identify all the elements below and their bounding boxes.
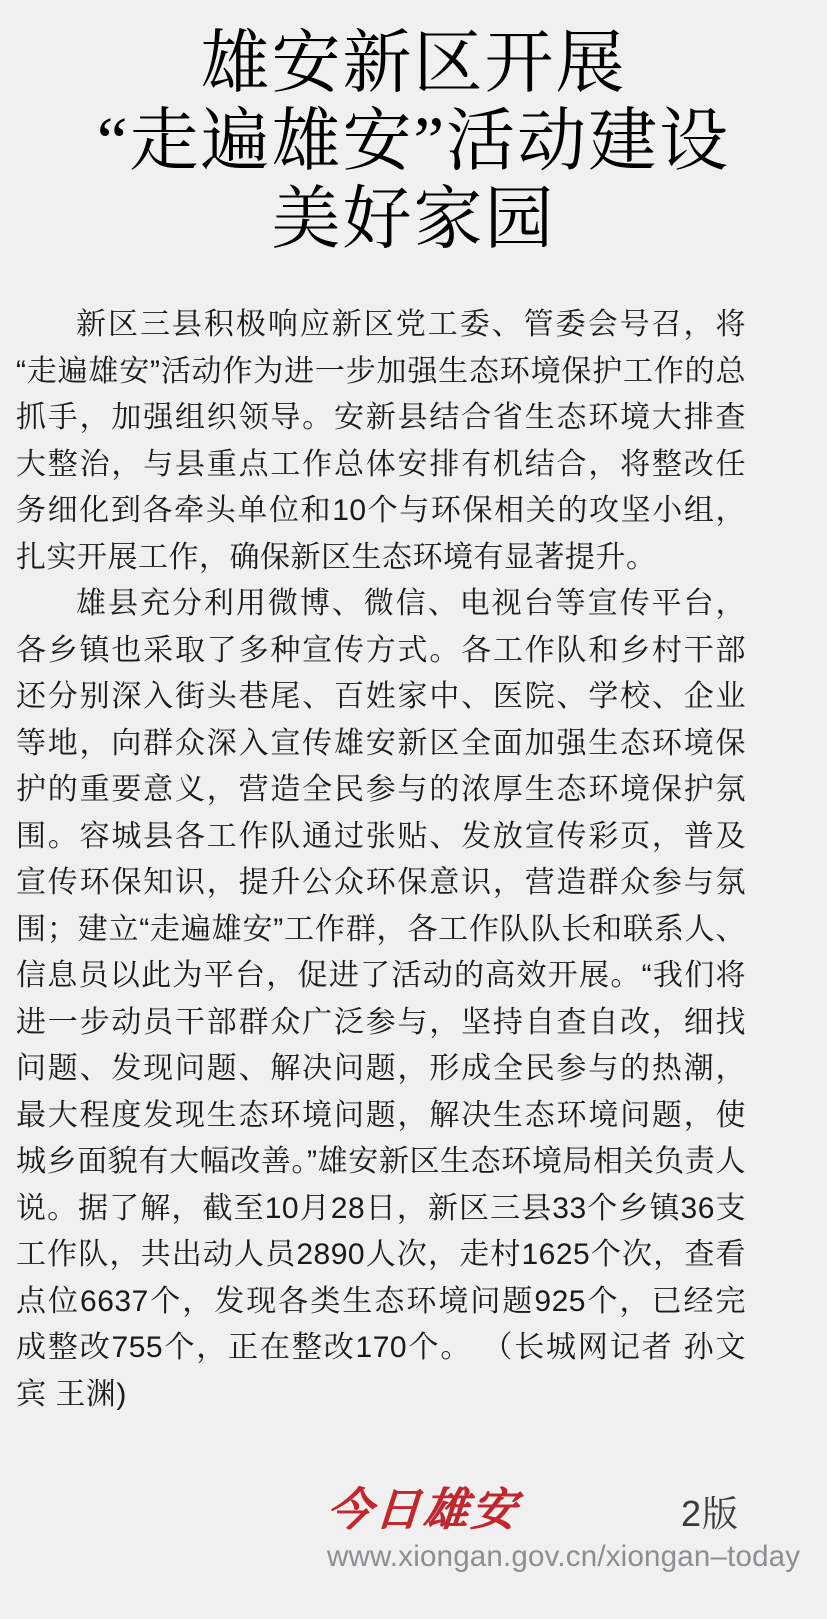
article-title-line-1: 雄安新区开展 [200, 25, 627, 101]
page-footer [325, 1485, 801, 1574]
site-url: www.xiongan.gov.cn/xiongan–today [327, 1540, 801, 1573]
article-title-line-2: “走遍雄安”活动建设 [96, 103, 731, 179]
article-paragraph-2: 雄县充分利用微博、微信、电视台等宣传平台，各乡镇也采取了多种宣传方式。各工作队和乡村干部还分别深入街头巷尾、百姓家中、医院、学校、企业等地，向群众深入宣传雄安新区全面加强生态环境保护的重要意义，营造全民参与的浓厚生态环境保护氛围。容城县各工作队通过张贴、发放宣传彩页，普及宣传环保知识，提升公众环保意识，营造群众参与氛围；建立“走遍雄安”工作群，各工作队队长和联系人、信息员以此为平台，促进了活动的高效开展。“我们将进一步动员干部群众广泛参与，坚持自查自改，细找问题、发现问题、解决问题，形成全民参与的热潮，最大程度发现生态环境问题，解决生态环境问题，使城乡面貌有大幅改善。”雄安新区生态环境局相关负责人说。据了解，截至10月28日，新区三县33个乡镇36支工作队，共出动人员2890人次，走村1625个次，查看点位6637个，发现各类生态环境问题925个，已经完成整改755个，正在整改170个。 （长城网记者 孙文宾 王渊) [16, 587, 746, 1411]
page [0, 24, 827, 1619]
brand-logo: 今日雄安 [325, 1485, 521, 1535]
article-title [14, 24, 814, 258]
article-body [16, 302, 746, 1418]
footer-brand-row [327, 1486, 739, 1534]
article-title-line-3: 美好家园 [271, 181, 556, 257]
article-paragraph-1: 新区三县积极响应新区党工委、管委会号召，将“走遍雄安”活动作为进一步加强生态环境保护工作的总抓手，加强组织领导。安新县结合省生态环境大排查大整治，与县重点工作总体安排有机结合，将整改任务细化到各牵头单位和10个与环保相关的攻坚小组，扎实开展工作，确保新区生态环境有显著提升。 [16, 308, 746, 574]
page-number-label: 2版 [680, 1493, 739, 1534]
